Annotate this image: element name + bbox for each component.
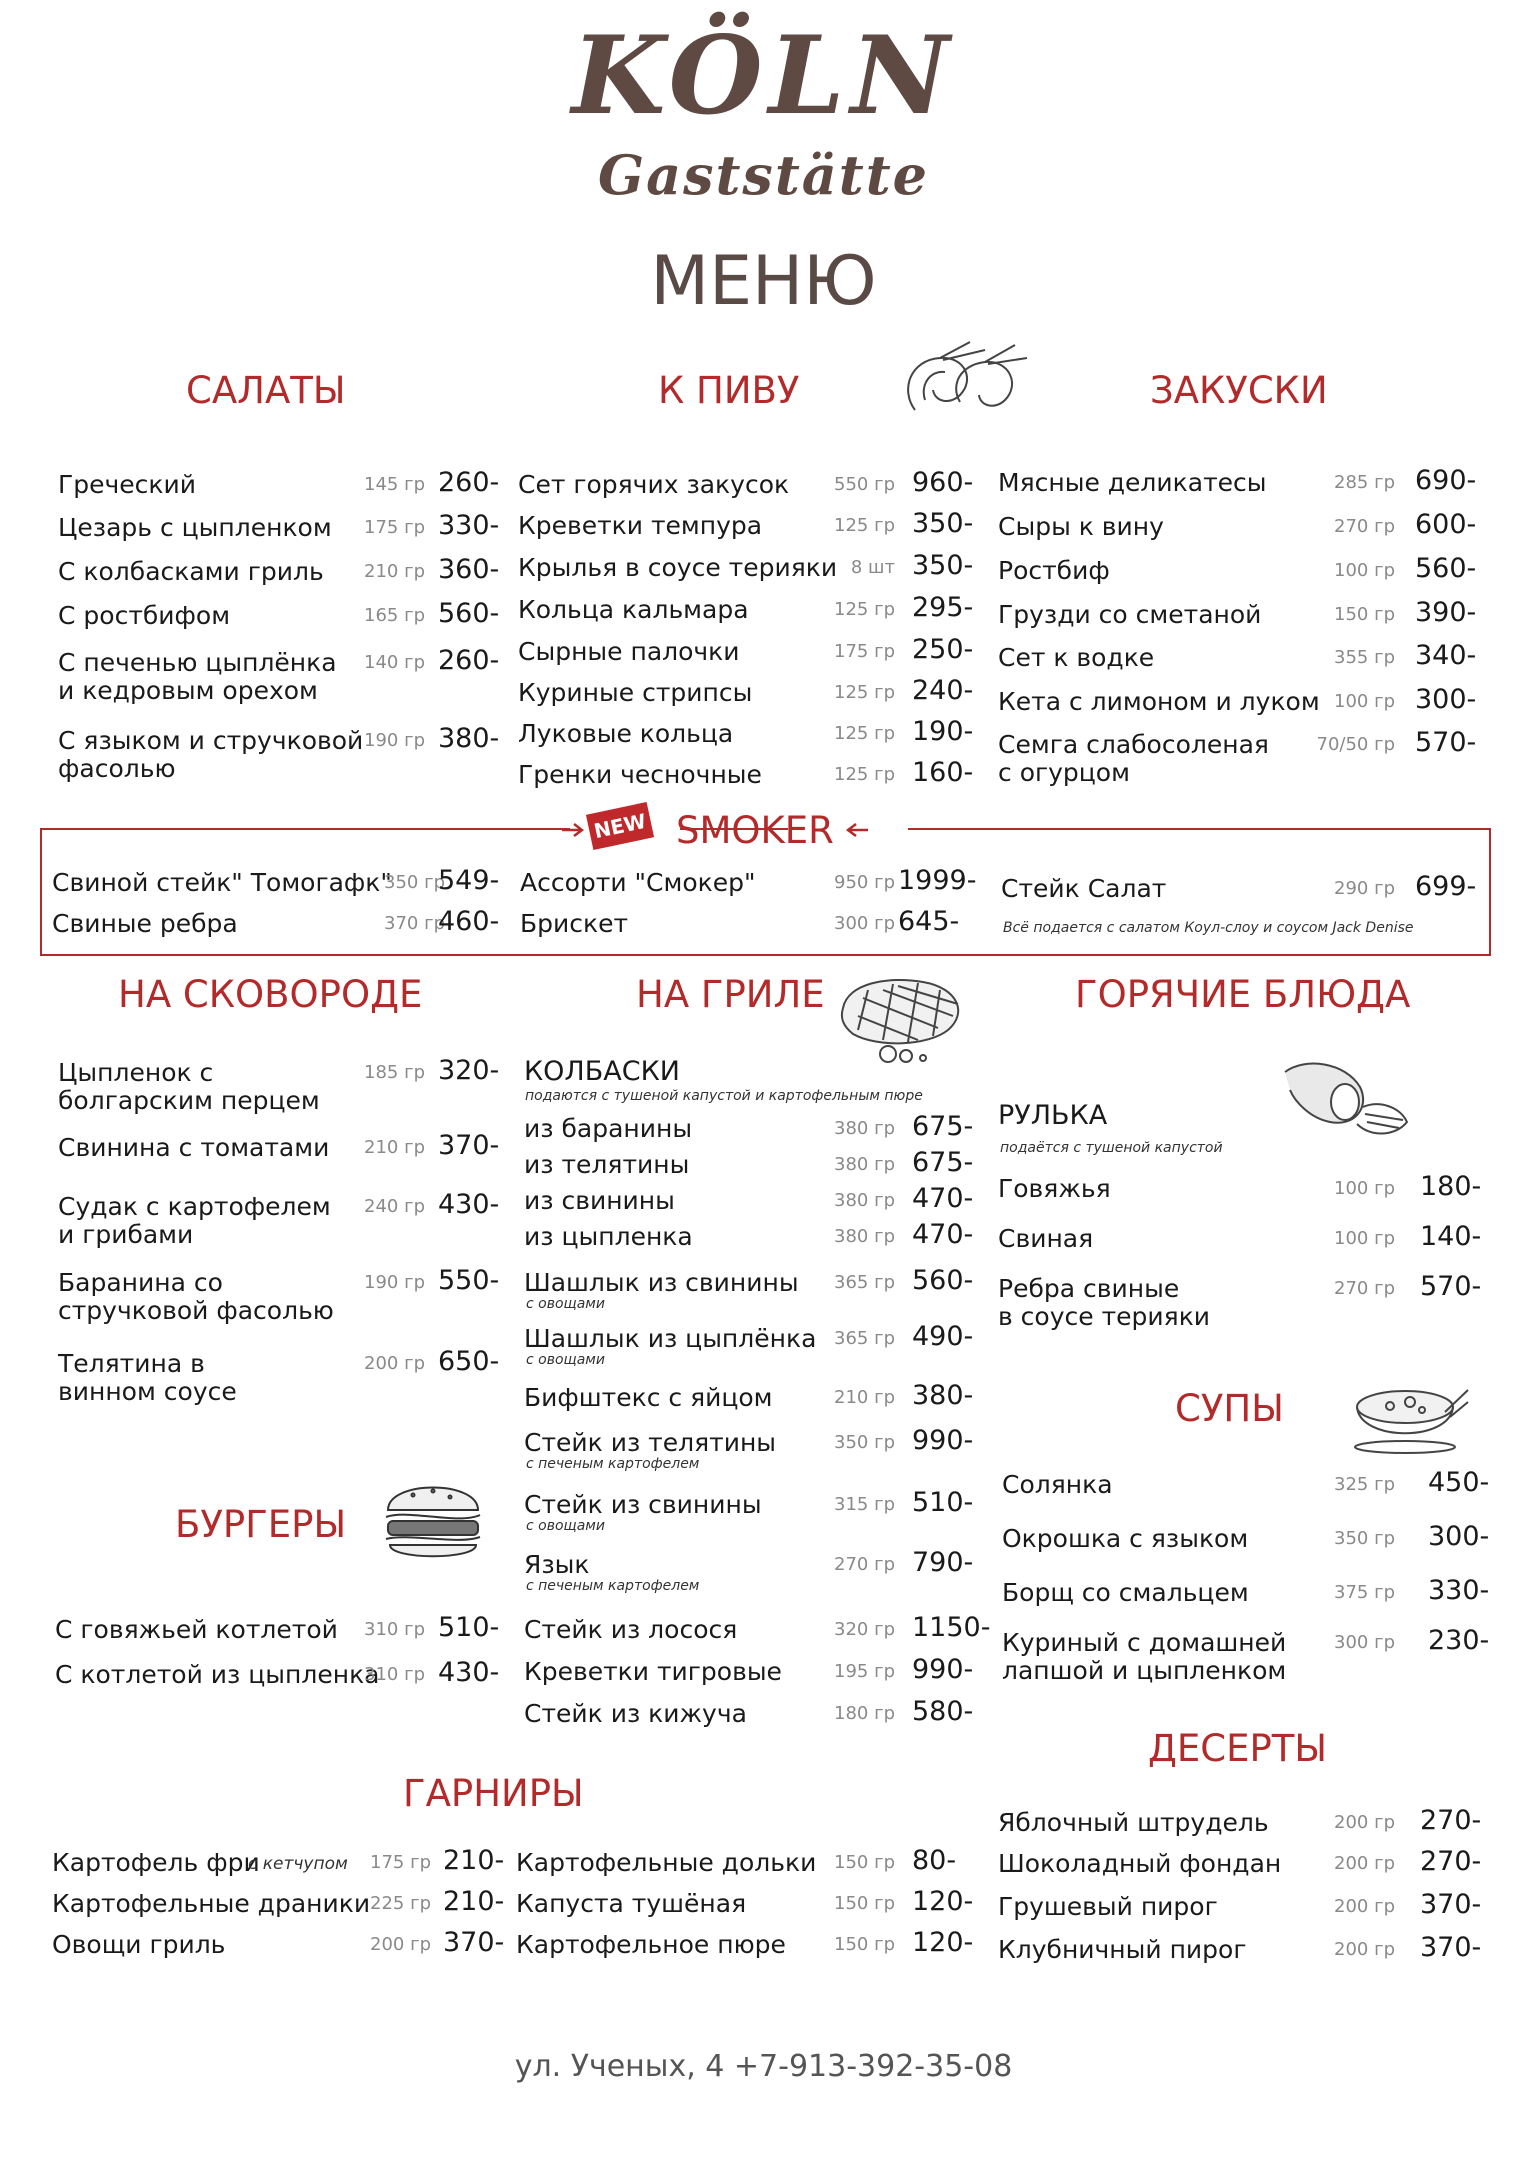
hot-items-item-name: Говяжья	[998, 1174, 1111, 1203]
salads-items-item-weight: 210 гр	[364, 561, 425, 582]
beer-items-item-price: 240-	[912, 675, 974, 706]
beer-items-item-name: Креветки темпура	[518, 511, 763, 540]
section-title-sides: ГАРНИРЫ	[403, 1772, 584, 1815]
snacks-items-item-name-line2: с огурцом	[998, 758, 1130, 787]
snacks-items-item-weight: 355 гр	[1334, 647, 1395, 668]
pan-items-item-name: Цыпленок с	[58, 1058, 214, 1087]
grill-items-item-name: Стейк из лосося	[524, 1615, 738, 1644]
beer-items-item-weight: 550 гр	[834, 474, 895, 495]
burgers-items-item-weight: 310 гр	[364, 1664, 425, 1685]
grill-items-item-price: 470-	[912, 1183, 974, 1214]
hot-items-item-name: Свиная	[998, 1224, 1094, 1253]
section-title-pan: НА СКОВОРОДЕ	[118, 973, 423, 1016]
sides-col2-item-name: Картофельные дольки	[516, 1848, 817, 1877]
smoker-col1-item-weight: 350 гр	[384, 872, 445, 893]
grill-items-item-name: Язык	[524, 1550, 590, 1579]
desserts-items-item-price: 270-	[1420, 1805, 1482, 1836]
salads-items-item-weight: 145 гр	[364, 474, 425, 495]
grill-items-item-price: 990-	[912, 1654, 974, 1685]
desserts-items-item-name: Шоколадный фондан	[998, 1849, 1282, 1878]
soups-items-item-price: 230-	[1428, 1625, 1490, 1656]
salads-items-item-price: 260-	[438, 645, 500, 676]
salads-items-item-weight: 140 гр	[364, 652, 425, 673]
pan-items-item-weight: 210 гр	[364, 1137, 425, 1158]
burger-illustration-icon	[378, 1465, 488, 1565]
salads-items-item-name: Цезарь с цыпленком	[58, 513, 332, 542]
snacks-items-item-weight: 150 гр	[1334, 604, 1395, 625]
soups-items-item-weight: 300 гр	[1334, 1632, 1395, 1653]
beer-items-item-price: 350-	[912, 508, 974, 539]
desserts-items-item-name: Клубничный пирог	[998, 1935, 1247, 1964]
pan-items-item-name: Свинина с томатами	[58, 1133, 330, 1162]
soups-items-item-price: 300-	[1428, 1521, 1490, 1552]
soups-items-item-name: Солянка	[1002, 1470, 1113, 1499]
smoker-col1-item-name: Свиной стейк" Томогафк"	[52, 868, 392, 897]
soups-items-item-price: 330-	[1428, 1575, 1490, 1606]
smoker-col1-item-name: Свиные ребра	[52, 909, 238, 938]
sides-col1-item-weight: 175 гр	[370, 1852, 431, 1873]
ham-illustration-icon	[1275, 1052, 1415, 1147]
desserts-items-item-weight: 200 гр	[1334, 1853, 1395, 1874]
shrimp-illustration-icon	[895, 340, 1030, 425]
salads-items-item-weight: 190 гр	[364, 730, 425, 751]
section-title-snacks: ЗАКУСКИ	[1150, 369, 1328, 412]
snacks-items-item-price: 340-	[1415, 640, 1477, 671]
beer-items-item-name: Сет горячих закусок	[518, 470, 790, 499]
salads-items-item-price: 560-	[438, 598, 500, 629]
grill-items-item-weight: 365 гр	[834, 1328, 895, 1349]
beer-items-item-weight: 175 гр	[834, 641, 895, 662]
desserts-items-item-price: 370-	[1420, 1932, 1482, 1963]
sides-col2-item-price: 120-	[912, 1886, 974, 1917]
snacks-items-item-price: 390-	[1415, 597, 1477, 628]
desserts-items-item-weight: 200 гр	[1334, 1896, 1395, 1917]
beer-items-item-name: Крылья в соусе терияки	[518, 553, 838, 582]
smoker-col2-item-price: 1999-	[898, 865, 977, 896]
snacks-items-item-price: 570-	[1415, 727, 1477, 758]
sides-col2-item-weight: 150 гр	[834, 1934, 895, 1955]
sides-col2-item-name: Картофельное пюре	[516, 1930, 786, 1959]
grill-items-item-price: 675-	[912, 1147, 974, 1178]
grill-items-item-weight: 270 гр	[834, 1554, 895, 1575]
salads-items-item-weight: 175 гр	[364, 517, 425, 538]
section-title-desserts: ДЕСЕРТЫ	[1148, 1727, 1328, 1770]
smoker-col1-item-price: 549-	[438, 865, 500, 896]
smoker-col2-item-name: Ассорти "Смокер"	[520, 868, 756, 897]
smoker-col2-item-name: Брискет	[520, 909, 629, 938]
soups-items-item-weight: 325 гр	[1334, 1474, 1395, 1495]
beer-items-item-weight: 8 шт	[850, 557, 895, 578]
snacks-items-item-weight: 100 гр	[1334, 691, 1395, 712]
snacks-items-item-price: 560-	[1415, 553, 1477, 584]
burgers-items-item-weight: 310 гр	[364, 1619, 425, 1640]
grill-items-item-weight: 195 гр	[834, 1661, 895, 1682]
grill-items-item-price: 990-	[912, 1425, 974, 1456]
snacks-items-item-name: Грузди со сметаной	[998, 600, 1262, 629]
pan-items-item-weight: 185 гр	[364, 1062, 425, 1083]
burgers-items-item-name: С котлетой из цыпленка	[55, 1660, 380, 1689]
grill-items-item-weight: 315 гр	[834, 1494, 895, 1515]
sides-col2-item-weight: 150 гр	[834, 1893, 895, 1914]
beer-items-item-name: Луковые кольца	[518, 719, 734, 748]
snacks-items-item-name: Мясные деликатесы	[998, 468, 1267, 497]
hot-items-item-weight: 270 гр	[1334, 1278, 1395, 1299]
pan-items-item-name: Баранина со	[58, 1268, 223, 1297]
grill-items-item-price: 490-	[912, 1321, 974, 1352]
beer-items-item-name: Гренки чесночные	[518, 760, 762, 789]
salads-items-item-name: Греческий	[58, 470, 196, 499]
salads-items-item-weight: 165 гр	[364, 605, 425, 626]
snacks-items-item-name: Ростбиф	[998, 556, 1110, 585]
grill-items-item-weight: 380 гр	[834, 1190, 895, 1211]
new-badge: NEW	[586, 802, 654, 850]
desserts-items-item-weight: 200 гр	[1334, 1812, 1395, 1833]
soups-items-item-name: Окрошка с языком	[1002, 1524, 1249, 1553]
snacks-items-item-weight: 270 гр	[1334, 516, 1395, 537]
sides-col1-item-name: Картофельные драники	[52, 1889, 371, 1918]
sides-col2-item-weight: 150 гр	[834, 1852, 895, 1873]
steak-illustration-icon	[828, 968, 978, 1068]
section-title-salads: САЛАТЫ	[186, 369, 346, 412]
grill-items-item-name: Стейк из кижуча	[524, 1699, 747, 1728]
beer-items-item-price: 190-	[912, 716, 974, 747]
smoker-title: SMOKER	[676, 809, 834, 852]
salads-items-item-name: С печенью цыплёнка	[58, 648, 337, 677]
pan-items-item-price: 430-	[438, 1189, 500, 1220]
hot-items-item-name: Ребра свиные	[998, 1274, 1180, 1303]
salads-items-item-price: 360-	[438, 554, 500, 585]
beer-items-item-weight: 125 гр	[834, 764, 895, 785]
grill-items-item-name: Шашлык из свинины	[524, 1268, 799, 1297]
beer-items-item-weight: 125 гр	[834, 723, 895, 744]
smoker-col3-item-name: Стейк Салат	[1001, 874, 1167, 903]
soups-items-item-weight: 375 гр	[1334, 1582, 1395, 1603]
section-title-grill: НА ГРИЛЕ	[636, 973, 825, 1016]
salads-items-item-name: С ростбифом	[58, 601, 231, 630]
grill-items-item-weight: 350 гр	[834, 1432, 895, 1453]
sausages-title: КОЛБАСКИ	[524, 1056, 680, 1087]
snacks-items-item-name: Сет к водке	[998, 643, 1155, 672]
grill-items-item-price: 790-	[912, 1547, 974, 1578]
sides-col1-item-name: Картофель фри	[52, 1848, 260, 1877]
sides-col2-item-price: 80-	[912, 1845, 957, 1876]
grill-items-item-name: Стейк из телятины	[524, 1428, 777, 1457]
beer-items-item-name: Куриные стрипсы	[518, 678, 753, 707]
grill-items-item-name: Бифштекс с яйцом	[524, 1383, 773, 1412]
pan-items-item-price: 320-	[438, 1055, 500, 1086]
sides-col1-item-weight: 200 гр	[370, 1934, 431, 1955]
salads-items-item-name-line2: и кедровым орехом	[58, 676, 318, 705]
beer-items-item-price: 350-	[912, 550, 974, 581]
beer-items-item-name: Сырные палочки	[518, 637, 740, 666]
grill-items-item-price: 560-	[912, 1265, 974, 1296]
sides-col2-item-price: 120-	[912, 1927, 974, 1958]
salads-items-item-name: С колбасками гриль	[58, 557, 324, 586]
beer-items-item-weight: 125 гр	[834, 515, 895, 536]
salads-items-item-price: 380-	[438, 723, 500, 754]
smoker-col2-item-price: 645-	[898, 906, 960, 937]
section-title-soups: СУПЫ	[1175, 1387, 1284, 1430]
beer-items-item-weight: 125 гр	[834, 599, 895, 620]
beer-items-item-price: 160-	[912, 757, 974, 788]
smoker-col3-item-weight: 290 гр	[1334, 878, 1395, 899]
soups-items-item-name: Борщ со смальцем	[1002, 1578, 1249, 1607]
salads-items-item-name: С языком и стручковой	[58, 726, 364, 755]
sausages-note: подаются с тушеной капустой и картофельным пюре	[525, 1088, 923, 1104]
grill-items-item-weight: 380 гр	[834, 1154, 895, 1175]
arrow-left-icon	[846, 822, 868, 838]
burgers-items-item-name: С говяжьей котлетой	[55, 1615, 338, 1644]
soup-illustration-icon	[1350, 1362, 1470, 1457]
snacks-items-item-price: 300-	[1415, 684, 1477, 715]
smoker-col2-item-weight: 950 гр	[834, 872, 895, 893]
pan-items-item-weight: 240 гр	[364, 1196, 425, 1217]
beer-items-item-weight: 125 гр	[834, 682, 895, 703]
section-title-hot: ГОРЯЧИЕ БЛЮДА	[1075, 973, 1411, 1016]
sides-col1-item-note: с кетчупом	[248, 1854, 348, 1874]
arrow-right-icon	[562, 822, 584, 838]
sides-col1-item-weight: 225 гр	[370, 1893, 431, 1914]
soups-items-item-price: 450-	[1428, 1467, 1490, 1498]
brand-logo: KÖLN	[571, 13, 956, 139]
pan-items-item-weight: 200 гр	[364, 1353, 425, 1374]
pan-items-item-name-line2: и грибами	[58, 1220, 194, 1249]
salads-items-item-price: 330-	[438, 510, 500, 541]
grill-items-item-name: из баранины	[524, 1114, 693, 1143]
hot-items-item-price: 180-	[1420, 1171, 1482, 1202]
brand-subtitle: Gaststätte	[597, 143, 930, 207]
snacks-items-item-name: Кета с лимоном и луком	[998, 687, 1320, 716]
grill-items-item-weight: 380 гр	[834, 1118, 895, 1139]
desserts-items-item-price: 370-	[1420, 1889, 1482, 1920]
snacks-items-item-name: Сыры к вину	[998, 512, 1164, 541]
salads-items-item-name-line2: фасолью	[58, 754, 176, 783]
sides-col1-item-price: 210-	[443, 1886, 505, 1917]
footer-address: ул. Ученых, 4 +7-913-392-35-08	[514, 2049, 1013, 2084]
hot-items-item-price: 140-	[1420, 1221, 1482, 1252]
beer-items-item-name: Кольца кальмара	[518, 595, 749, 624]
grill-items-item-name: из телятины	[524, 1150, 690, 1179]
pan-items-item-name: Судак с картофелем	[58, 1192, 331, 1221]
desserts-items-item-weight: 200 гр	[1334, 1939, 1395, 1960]
smoker-col1-item-price: 460-	[438, 906, 500, 937]
grill-items-item-price: 510-	[912, 1487, 974, 1518]
grill-items-item-note: с овощами	[526, 1296, 605, 1312]
grill-items-item-price: 1150-	[912, 1612, 991, 1643]
page-title: МЕНЮ	[650, 242, 877, 321]
grill-items-item-weight: 365 гр	[834, 1272, 895, 1293]
grill-items-item-note: с овощами	[526, 1518, 605, 1534]
snacks-items-item-name: Семга слабосоленая	[998, 730, 1269, 759]
snacks-items-item-weight: 285 гр	[1334, 472, 1395, 493]
knuckle-note: подаётся с тушеной капустой	[1000, 1140, 1223, 1156]
smoker-col2-item-weight: 300 гр	[834, 913, 895, 934]
hot-items-item-weight: 100 гр	[1334, 1228, 1395, 1249]
hot-items-item-price: 570-	[1420, 1271, 1482, 1302]
smoker-note: Всё подается с салатом Коул-слоу и соусом Jack Denise	[1003, 920, 1414, 936]
grill-items-item-price: 675-	[912, 1111, 974, 1142]
sides-col1-item-price: 210-	[443, 1845, 505, 1876]
snacks-items-item-weight: 100 гр	[1334, 560, 1395, 581]
knuckle-title: РУЛЬКА	[998, 1100, 1108, 1131]
pan-items-item-name-line2: стручковой фасолью	[58, 1296, 334, 1325]
sides-col2-item-name: Капуста тушёная	[516, 1889, 747, 1918]
smoker-col1-item-weight: 370 гр	[384, 913, 445, 934]
pan-items-item-price: 650-	[438, 1346, 500, 1377]
grill-items-item-price: 580-	[912, 1696, 974, 1727]
pan-items-item-name: Телятина в	[58, 1349, 205, 1378]
grill-items-item-price: 470-	[912, 1219, 974, 1250]
section-title-beer: К ПИВУ	[658, 369, 800, 412]
snacks-items-item-weight: 70/50 гр	[1316, 734, 1395, 755]
grill-items-item-weight: 320 гр	[834, 1619, 895, 1640]
grill-items-item-name: из цыпленка	[524, 1222, 693, 1251]
desserts-items-item-name: Яблочный штрудель	[998, 1808, 1269, 1837]
grill-items-item-weight: 210 гр	[834, 1387, 895, 1408]
salads-items-item-price: 260-	[438, 467, 500, 498]
snacks-items-item-price: 600-	[1415, 509, 1477, 540]
grill-items-item-weight: 180 гр	[834, 1703, 895, 1724]
soups-items-item-name: Куриный с домашней	[1002, 1628, 1287, 1657]
pan-items-item-weight: 190 гр	[364, 1272, 425, 1293]
beer-items-item-price: 295-	[912, 592, 974, 623]
burgers-items-item-price: 510-	[438, 1612, 500, 1643]
sides-col1-item-name: Овощи гриль	[52, 1930, 226, 1959]
beer-items-item-price: 960-	[912, 467, 974, 498]
grill-items-item-name: Стейк из свинины	[524, 1490, 762, 1519]
burgers-items-item-price: 430-	[438, 1657, 500, 1688]
grill-items-item-weight: 380 гр	[834, 1226, 895, 1247]
beer-items-item-price: 250-	[912, 634, 974, 665]
desserts-items-item-price: 270-	[1420, 1846, 1482, 1877]
pan-items-item-price: 370-	[438, 1130, 500, 1161]
pan-items-item-name-line2: болгарским перцем	[58, 1086, 320, 1115]
smoker-col3-item-price: 699-	[1415, 871, 1477, 902]
grill-items-item-note: с печеным картофелем	[526, 1578, 700, 1594]
desserts-items-item-name: Грушевый пирог	[998, 1892, 1218, 1921]
grill-items-item-name: Шашлык из цыплёнка	[524, 1324, 817, 1353]
hot-items-item-weight: 100 гр	[1334, 1178, 1395, 1199]
grill-items-item-note: с овощами	[526, 1352, 605, 1368]
grill-items-item-price: 380-	[912, 1380, 974, 1411]
snacks-items-item-price: 690-	[1415, 465, 1477, 496]
section-title-burgers: БУРГЕРЫ	[175, 1503, 347, 1546]
hot-items-item-name-line2: в соусе терияки	[998, 1302, 1211, 1331]
grill-items-item-name: из свинины	[524, 1186, 675, 1215]
pan-items-item-name-line2: винном соусе	[58, 1377, 237, 1406]
pan-items-item-price: 550-	[438, 1265, 500, 1296]
soups-items-item-name-line2: лапшой и цыпленком	[1002, 1656, 1287, 1685]
soups-items-item-weight: 350 гр	[1334, 1528, 1395, 1549]
grill-items-item-name: Креветки тигровые	[524, 1657, 782, 1686]
grill-items-item-note: с печеным картофелем	[526, 1456, 700, 1472]
sides-col1-item-price: 370-	[443, 1927, 505, 1958]
